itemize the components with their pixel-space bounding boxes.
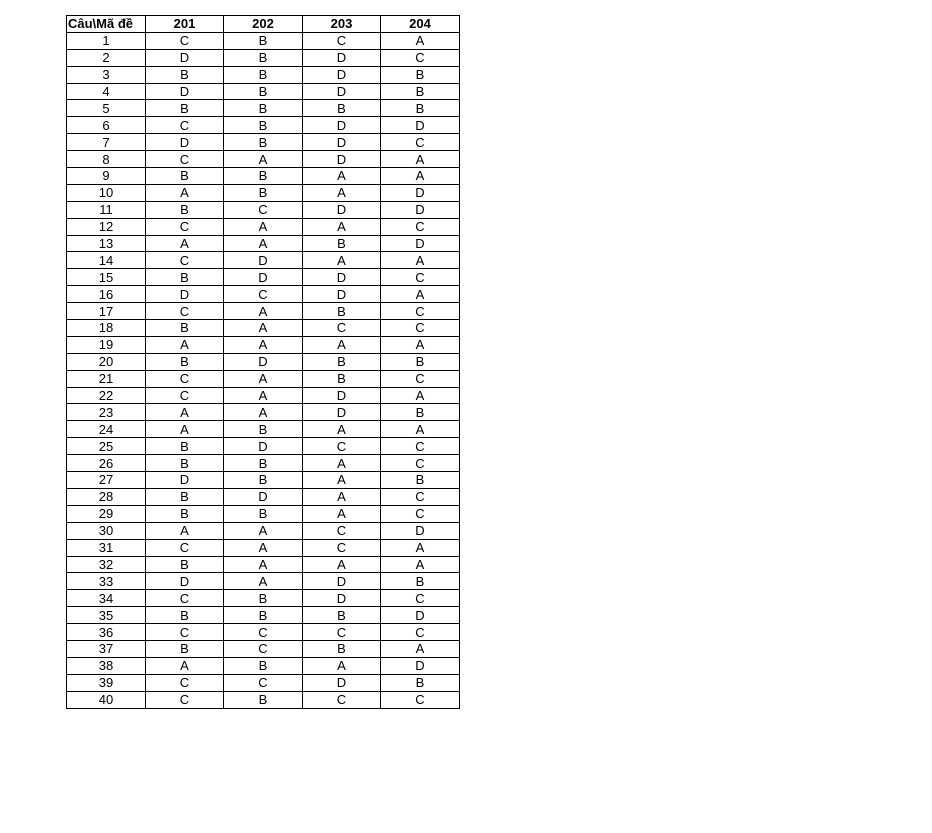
table-row — [67, 607, 460, 624]
answer-cell-204: C — [381, 320, 460, 337]
answer-cell-202: B — [224, 66, 303, 83]
question-number-cell: 10 — [67, 184, 146, 201]
answer-cell-204: C — [381, 590, 460, 607]
answer-cell-201: A — [146, 657, 224, 674]
question-number-cell: 12 — [67, 218, 146, 235]
answer-cell-203: B — [303, 607, 381, 624]
answer-cell-204: D — [381, 117, 460, 134]
answer-cell-204: C — [381, 303, 460, 320]
answer-cell-204: B — [381, 674, 460, 691]
answer-cell-202: C — [224, 201, 303, 218]
answer-cell-202: A — [224, 404, 303, 421]
question-number-cell: 33 — [67, 573, 146, 590]
answer-cell-202: A — [224, 303, 303, 320]
answer-cell-202: B — [224, 134, 303, 151]
question-number-cell: 16 — [67, 286, 146, 303]
answer-cell-204: C — [381, 488, 460, 505]
answer-cell-202: B — [224, 607, 303, 624]
answer-cell-202: A — [224, 235, 303, 252]
answer-cell-201: C — [146, 151, 224, 168]
answer-cell-204: C — [381, 49, 460, 66]
answer-cell-204: D — [381, 522, 460, 539]
answer-cell-201: D — [146, 83, 224, 100]
answer-cell-204: A — [381, 421, 460, 438]
answer-cell-203: C — [303, 438, 381, 455]
question-number-cell: 26 — [67, 455, 146, 472]
answer-cell-203: C — [303, 624, 381, 641]
answer-cell-202: B — [224, 472, 303, 489]
table-row — [67, 624, 460, 641]
answer-cell-204: A — [381, 387, 460, 404]
answer-cell-202: B — [224, 49, 303, 66]
answer-cell-202: B — [224, 100, 303, 117]
question-number-cell: 25 — [67, 438, 146, 455]
table-row — [67, 387, 460, 404]
answer-cell-202: B — [224, 691, 303, 708]
answer-cell-204: C — [381, 438, 460, 455]
answer-cell-203: D — [303, 134, 381, 151]
answer-cell-203: D — [303, 66, 381, 83]
answer-cell-204: B — [381, 573, 460, 590]
table-row — [67, 235, 460, 252]
table-row — [67, 151, 460, 168]
answer-cell-203: A — [303, 556, 381, 573]
answer-cell-203: D — [303, 83, 381, 100]
answer-cell-203: A — [303, 488, 381, 505]
table-row — [67, 32, 460, 49]
answer-cell-202: A — [224, 573, 303, 590]
answer-cell-201: C — [146, 252, 224, 269]
question-number-cell: 21 — [67, 370, 146, 387]
table-row — [67, 100, 460, 117]
table-row — [67, 472, 460, 489]
answer-cell-203: A — [303, 184, 381, 201]
answer-cell-202: B — [224, 32, 303, 49]
answer-cell-204: A — [381, 556, 460, 573]
answer-cell-203: D — [303, 387, 381, 404]
answer-cell-202: D — [224, 438, 303, 455]
answer-cell-203: A — [303, 505, 381, 522]
answer-cell-202: D — [224, 353, 303, 370]
answer-cell-203: C — [303, 320, 381, 337]
answer-rows — [67, 32, 460, 708]
answer-cell-204: D — [381, 184, 460, 201]
answer-cell-202: B — [224, 168, 303, 185]
answer-cell-202: B — [224, 421, 303, 438]
header-row — [67, 16, 460, 33]
answer-cell-204: A — [381, 539, 460, 556]
answer-cell-202: A — [224, 522, 303, 539]
table-row — [67, 218, 460, 235]
answer-cell-203: D — [303, 269, 381, 286]
answer-cell-204: B — [381, 404, 460, 421]
header-code-201: 201 — [146, 16, 224, 33]
table-row — [67, 201, 460, 218]
table-row — [67, 134, 460, 151]
question-number-cell: 32 — [67, 556, 146, 573]
answer-cell-202: B — [224, 184, 303, 201]
question-number-cell: 30 — [67, 522, 146, 539]
question-number-cell: 34 — [67, 590, 146, 607]
answer-cell-204: A — [381, 252, 460, 269]
table-row — [67, 488, 460, 505]
answer-cell-201: B — [146, 168, 224, 185]
question-number-cell: 38 — [67, 657, 146, 674]
answer-cell-201: A — [146, 421, 224, 438]
question-number-cell: 19 — [67, 336, 146, 353]
answer-cell-201: C — [146, 370, 224, 387]
answer-cell-201: B — [146, 100, 224, 117]
table-row — [67, 640, 460, 657]
table-row — [67, 590, 460, 607]
answer-cell-203: B — [303, 303, 381, 320]
answer-cell-204: D — [381, 657, 460, 674]
answer-cell-202: A — [224, 336, 303, 353]
answer-cell-201: B — [146, 488, 224, 505]
answer-cell-202: C — [224, 674, 303, 691]
table-row — [67, 336, 460, 353]
answer-cell-204: A — [381, 286, 460, 303]
answer-cell-203: C — [303, 539, 381, 556]
answer-cell-201: B — [146, 505, 224, 522]
answer-cell-202: A — [224, 320, 303, 337]
answer-cell-204: B — [381, 353, 460, 370]
answer-cell-204: B — [381, 100, 460, 117]
answer-cell-203: B — [303, 100, 381, 117]
answer-cell-202: C — [224, 640, 303, 657]
answer-cell-204: C — [381, 218, 460, 235]
table-row — [67, 168, 460, 185]
answer-cell-204: A — [381, 168, 460, 185]
answer-cell-201: B — [146, 455, 224, 472]
answer-cell-204: C — [381, 134, 460, 151]
answer-cell-203: C — [303, 32, 381, 49]
table-row — [67, 505, 460, 522]
answer-cell-201: C — [146, 387, 224, 404]
answer-cell-204: C — [381, 505, 460, 522]
question-number-cell: 3 — [67, 66, 146, 83]
answer-key-sheet — [66, 15, 460, 709]
answer-cell-204: C — [381, 624, 460, 641]
answer-cell-202: B — [224, 83, 303, 100]
table-row — [67, 674, 460, 691]
question-number-cell: 24 — [67, 421, 146, 438]
answer-cell-203: C — [303, 522, 381, 539]
answer-cell-201: C — [146, 32, 224, 49]
answer-cell-203: B — [303, 353, 381, 370]
question-number-cell: 22 — [67, 387, 146, 404]
answer-cell-204: A — [381, 32, 460, 49]
answer-cell-201: D — [146, 472, 224, 489]
table-row — [67, 320, 460, 337]
table-row — [67, 539, 460, 556]
header-code-204: 204 — [381, 16, 460, 33]
table-row — [67, 522, 460, 539]
table-row — [67, 438, 460, 455]
question-number-cell: 40 — [67, 691, 146, 708]
question-number-cell: 5 — [67, 100, 146, 117]
header-question-code: Câu\Mã đề — [67, 16, 146, 33]
answer-cell-201: C — [146, 590, 224, 607]
answer-cell-202: A — [224, 539, 303, 556]
answer-cell-202: A — [224, 556, 303, 573]
table-row — [67, 657, 460, 674]
answer-cell-201: A — [146, 404, 224, 421]
question-number-cell: 8 — [67, 151, 146, 168]
answer-cell-204: B — [381, 472, 460, 489]
answer-cell-202: B — [224, 455, 303, 472]
answer-cell-204: D — [381, 607, 460, 624]
answer-cell-203: D — [303, 590, 381, 607]
answer-cell-203: A — [303, 252, 381, 269]
answer-cell-201: C — [146, 539, 224, 556]
question-number-cell: 35 — [67, 607, 146, 624]
header-code-203: 203 — [303, 16, 381, 33]
table-row — [67, 573, 460, 590]
question-number-cell: 2 — [67, 49, 146, 66]
table-row — [67, 370, 460, 387]
question-number-cell: 20 — [67, 353, 146, 370]
question-number-cell: 13 — [67, 235, 146, 252]
answer-cell-203: D — [303, 404, 381, 421]
answer-cell-204: D — [381, 201, 460, 218]
table-row — [67, 252, 460, 269]
question-number-cell: 7 — [67, 134, 146, 151]
question-number-cell: 29 — [67, 505, 146, 522]
answer-cell-203: D — [303, 117, 381, 134]
answer-cell-201: D — [146, 49, 224, 66]
question-number-cell: 36 — [67, 624, 146, 641]
answer-cell-201: D — [146, 573, 224, 590]
table-row — [67, 421, 460, 438]
answer-cell-203: D — [303, 286, 381, 303]
question-number-cell: 14 — [67, 252, 146, 269]
header-code-202: 202 — [224, 16, 303, 33]
answer-cell-204: C — [381, 691, 460, 708]
answer-cell-201: B — [146, 66, 224, 83]
answer-cell-202: A — [224, 218, 303, 235]
answer-cell-204: B — [381, 66, 460, 83]
answer-cell-201: C — [146, 624, 224, 641]
answer-cell-201: B — [146, 320, 224, 337]
question-number-cell: 17 — [67, 303, 146, 320]
table-row — [67, 49, 460, 66]
question-number-cell: 15 — [67, 269, 146, 286]
table-row — [67, 184, 460, 201]
answer-cell-203: A — [303, 455, 381, 472]
table-row — [67, 66, 460, 83]
answer-cell-204: A — [381, 336, 460, 353]
question-number-cell: 4 — [67, 83, 146, 100]
answer-cell-201: C — [146, 674, 224, 691]
answer-cell-202: C — [224, 286, 303, 303]
answer-key-table — [66, 15, 460, 709]
table-row — [67, 303, 460, 320]
answer-cell-204: C — [381, 269, 460, 286]
answer-cell-203: A — [303, 168, 381, 185]
answer-cell-203: A — [303, 472, 381, 489]
question-number-cell: 9 — [67, 168, 146, 185]
table-row — [67, 117, 460, 134]
answer-cell-202: B — [224, 657, 303, 674]
answer-cell-202: C — [224, 624, 303, 641]
answer-cell-202: A — [224, 370, 303, 387]
answer-cell-203: B — [303, 370, 381, 387]
question-number-cell: 23 — [67, 404, 146, 421]
answer-cell-201: A — [146, 184, 224, 201]
answer-cell-203: B — [303, 235, 381, 252]
answer-cell-201: C — [146, 117, 224, 134]
answer-cell-203: D — [303, 674, 381, 691]
answer-cell-201: D — [146, 286, 224, 303]
answer-cell-203: C — [303, 691, 381, 708]
answer-cell-204: C — [381, 455, 460, 472]
answer-cell-203: D — [303, 151, 381, 168]
question-number-cell: 37 — [67, 640, 146, 657]
answer-cell-203: B — [303, 640, 381, 657]
answer-cell-202: B — [224, 117, 303, 134]
answer-cell-201: A — [146, 336, 224, 353]
answer-cell-202: B — [224, 590, 303, 607]
table-row — [67, 691, 460, 708]
answer-cell-201: A — [146, 522, 224, 539]
answer-cell-201: B — [146, 556, 224, 573]
answer-cell-201: B — [146, 607, 224, 624]
answer-cell-203: A — [303, 421, 381, 438]
answer-cell-201: B — [146, 640, 224, 657]
table-row — [67, 269, 460, 286]
answer-cell-202: D — [224, 488, 303, 505]
table-row — [67, 556, 460, 573]
answer-cell-203: D — [303, 201, 381, 218]
answer-cell-204: B — [381, 83, 460, 100]
question-number-cell: 18 — [67, 320, 146, 337]
answer-cell-201: C — [146, 218, 224, 235]
answer-cell-202: A — [224, 151, 303, 168]
table-row — [67, 286, 460, 303]
table-row — [67, 83, 460, 100]
answer-cell-201: C — [146, 303, 224, 320]
answer-cell-203: A — [303, 336, 381, 353]
question-number-cell: 39 — [67, 674, 146, 691]
question-number-cell: 27 — [67, 472, 146, 489]
table-row — [67, 455, 460, 472]
question-number-cell: 6 — [67, 117, 146, 134]
answer-cell-204: D — [381, 235, 460, 252]
answer-cell-201: B — [146, 438, 224, 455]
answer-cell-202: B — [224, 505, 303, 522]
answer-cell-202: D — [224, 269, 303, 286]
table-row — [67, 353, 460, 370]
answer-cell-202: A — [224, 387, 303, 404]
question-number-cell: 28 — [67, 488, 146, 505]
answer-cell-204: A — [381, 151, 460, 168]
answer-cell-203: A — [303, 657, 381, 674]
answer-cell-203: D — [303, 49, 381, 66]
question-number-cell: 31 — [67, 539, 146, 556]
answer-cell-204: A — [381, 640, 460, 657]
answer-cell-204: C — [381, 370, 460, 387]
answer-cell-201: D — [146, 134, 224, 151]
question-number-cell: 11 — [67, 201, 146, 218]
answer-cell-201: A — [146, 235, 224, 252]
table-row — [67, 404, 460, 421]
answer-cell-201: C — [146, 691, 224, 708]
answer-cell-201: B — [146, 353, 224, 370]
answer-cell-203: D — [303, 573, 381, 590]
answer-cell-201: B — [146, 269, 224, 286]
answer-cell-201: B — [146, 201, 224, 218]
answer-cell-202: D — [224, 252, 303, 269]
answer-cell-203: A — [303, 218, 381, 235]
question-number-cell: 1 — [67, 32, 146, 49]
